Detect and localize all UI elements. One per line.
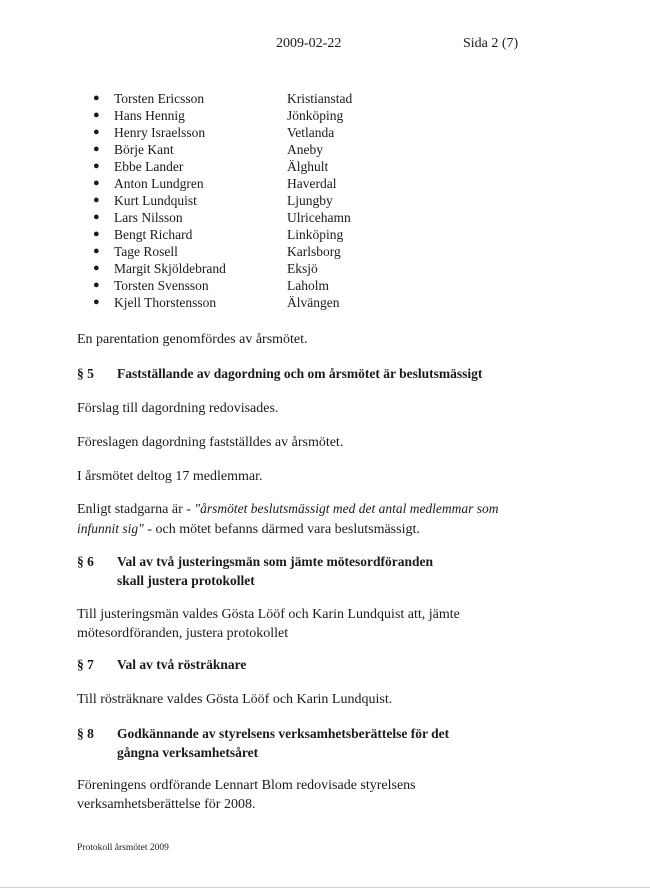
member-city: Haverdal	[287, 176, 337, 191]
page-footer: Protokoll årsmötet 2009	[77, 843, 169, 853]
member-name: Henry Israelsson	[114, 125, 206, 140]
member-name: Tage Rosell	[114, 244, 178, 259]
member-name: Ebbe Lander	[114, 159, 184, 174]
member-city: Linköping	[287, 227, 344, 242]
section-5-paragraph-1: Förslag till dagordning redovisades.	[77, 401, 279, 416]
header-page-number: Sida 2 (7)	[463, 36, 519, 51]
bullet-icon: ●	[93, 109, 100, 121]
bullet-icon: ●	[93, 126, 100, 138]
section-title: Val av två rösträknare	[117, 657, 247, 672]
section-title: Godkännande av styrelsens verksamhetsberättelse för det gångna verksamhetsåret	[117, 726, 450, 760]
member-city: Karlsborg	[287, 244, 341, 259]
member-name: Kurt Lundquist	[114, 193, 197, 208]
section-6-paragraph-1: Till justeringsmän valdes Gösta Lööf och Karin Lundquist att, jämte mötesordföranden, justera protokollet	[77, 607, 460, 641]
statute-quote: "årsmötet beslutsmässigt med det antal medlemmar som infunnit sig"	[77, 501, 499, 536]
bullet-icon: ●	[93, 160, 100, 172]
member-city: Vetlanda	[287, 125, 335, 140]
member-city: Jönköping	[287, 108, 344, 123]
member-name: Lars Nilsson	[114, 210, 183, 225]
member-city: Laholm	[287, 278, 329, 293]
member-city: Ljungby	[287, 193, 333, 208]
bullet-icon: ●	[93, 177, 100, 189]
section-number: § 7	[77, 657, 94, 672]
member-city: Älvängen	[287, 295, 340, 310]
statute-conclusion: - och mötet befanns därmed vara beslutsmässigt.	[143, 522, 420, 537]
bullet-icon: ●	[93, 194, 100, 206]
section-8-paragraph-1: Föreningens ordförande Lennart Blom redovisade styrelsens verksamhetsberättelse för 2008.	[77, 778, 416, 812]
section-5-paragraph-3: I årsmötet deltog 17 medlemmar.	[77, 469, 263, 484]
bullet-icon: ●	[93, 211, 100, 223]
member-name: Torsten Ericsson	[114, 91, 205, 106]
section-number: § 8	[77, 726, 94, 741]
member-name: Bengt Richard	[114, 227, 193, 242]
bullet-icon: ●	[93, 296, 100, 308]
member-name: Anton Lundgren	[114, 176, 204, 191]
section-number: § 5	[77, 366, 94, 381]
member-name: Margit Skjöldebrand	[114, 261, 226, 276]
member-city: Älghult	[287, 159, 329, 174]
member-city: Kristianstad	[287, 91, 353, 106]
bullet-icon: ●	[93, 245, 100, 257]
statute-intro: Enligt stadgarna är -	[77, 502, 195, 517]
header-date: 2009-02-22	[276, 36, 342, 51]
page-edge-divider	[0, 887, 650, 888]
bullet-icon: ●	[93, 92, 100, 104]
section-title: Val av två justeringsmän som jämte mötesordföranden skall justera protokollet	[117, 554, 433, 588]
bullet-icon: ●	[93, 279, 100, 291]
member-name: Hans Hennig	[114, 108, 185, 123]
bullet-icon: ●	[93, 228, 100, 240]
member-city: Eksjö	[287, 261, 318, 276]
member-name: Börje Kant	[114, 142, 174, 157]
section-5-paragraph-4	[77, 499, 507, 539]
section-number: § 6	[77, 554, 94, 569]
member-name: Kjell Thorstensson	[114, 295, 217, 310]
parentation-text: En parentation genomfördes av årsmötet.	[77, 332, 308, 347]
section-title: Fastställande av dagordning och om årsmötet är beslutsmässigt	[117, 366, 483, 381]
member-city: Aneby	[287, 142, 323, 157]
section-5-paragraph-2: Föreslagen dagordning fastställdes av årsmötet.	[77, 435, 344, 450]
member-name: Torsten Svensson	[114, 278, 209, 293]
bullet-icon: ●	[93, 262, 100, 274]
member-city: Ulricehamn	[287, 210, 351, 225]
section-7-paragraph-1: Till rösträknare valdes Gösta Lööf och Karin Lundquist.	[77, 692, 393, 707]
bullet-icon: ●	[93, 143, 100, 155]
